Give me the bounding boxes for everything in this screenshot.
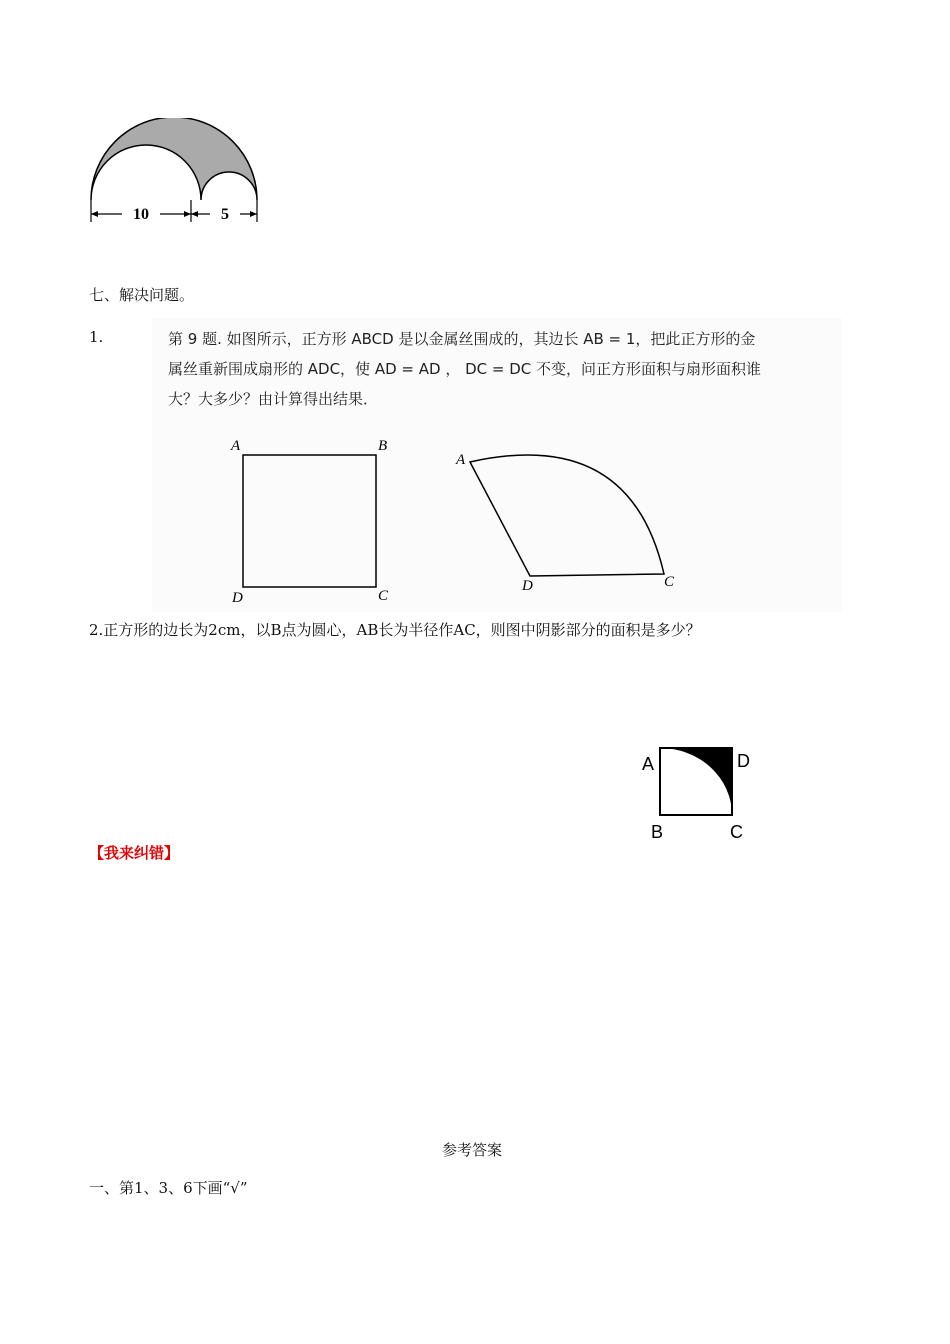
q2-label-a: A	[642, 754, 655, 774]
section-heading: 七、解决问题。	[89, 286, 195, 304]
square-label-c: C	[378, 588, 389, 604]
square-label-b: B	[378, 438, 388, 454]
correction-title: 【我来纠错】	[89, 844, 180, 862]
answers-title: 参考答案	[442, 1141, 503, 1159]
q1-line-2: 属丝重新围成扇形的 ADC，使 AD = AD ， DC = DC 不变，问正方形面积与扇形面积谁	[168, 360, 762, 378]
q2-text: 2.正方形的边长为2cm，以B点为圆心，AB长为半径作AC，则图中阴影部分的面积是多少？	[89, 621, 701, 639]
q2-label-c: C	[730, 822, 743, 842]
q1-line-3: 大？大多少？由计算得出结果．	[168, 390, 379, 408]
q1-sector-figure	[450, 444, 690, 594]
square-label-a: A	[231, 438, 241, 454]
q2-figure	[640, 740, 760, 850]
q1-image	[152, 318, 842, 612]
sector-label-d: D	[522, 578, 533, 594]
label-10: 10	[133, 206, 149, 223]
label-5: 5	[221, 206, 229, 223]
shaded-corner	[660, 748, 732, 815]
q1-number: 1.	[89, 328, 104, 346]
shaded-region	[91, 118, 257, 200]
q1-square-figure	[227, 436, 397, 606]
square-label-d: D	[232, 590, 243, 606]
q1-line-1: 第 9 题. 如图所示，正方形 ABCD 是以金属丝围成的，其边长 AB = 1，把此正方形的金	[168, 330, 756, 348]
sector-label-a: A	[456, 452, 466, 468]
answers-line-1: 一、第1、3、6下画“√”	[89, 1179, 248, 1197]
q2-label-d: D	[737, 751, 750, 771]
semicircle-figure	[80, 118, 270, 230]
sector-label-c: C	[664, 574, 675, 590]
q2-label-b: B	[651, 822, 664, 842]
